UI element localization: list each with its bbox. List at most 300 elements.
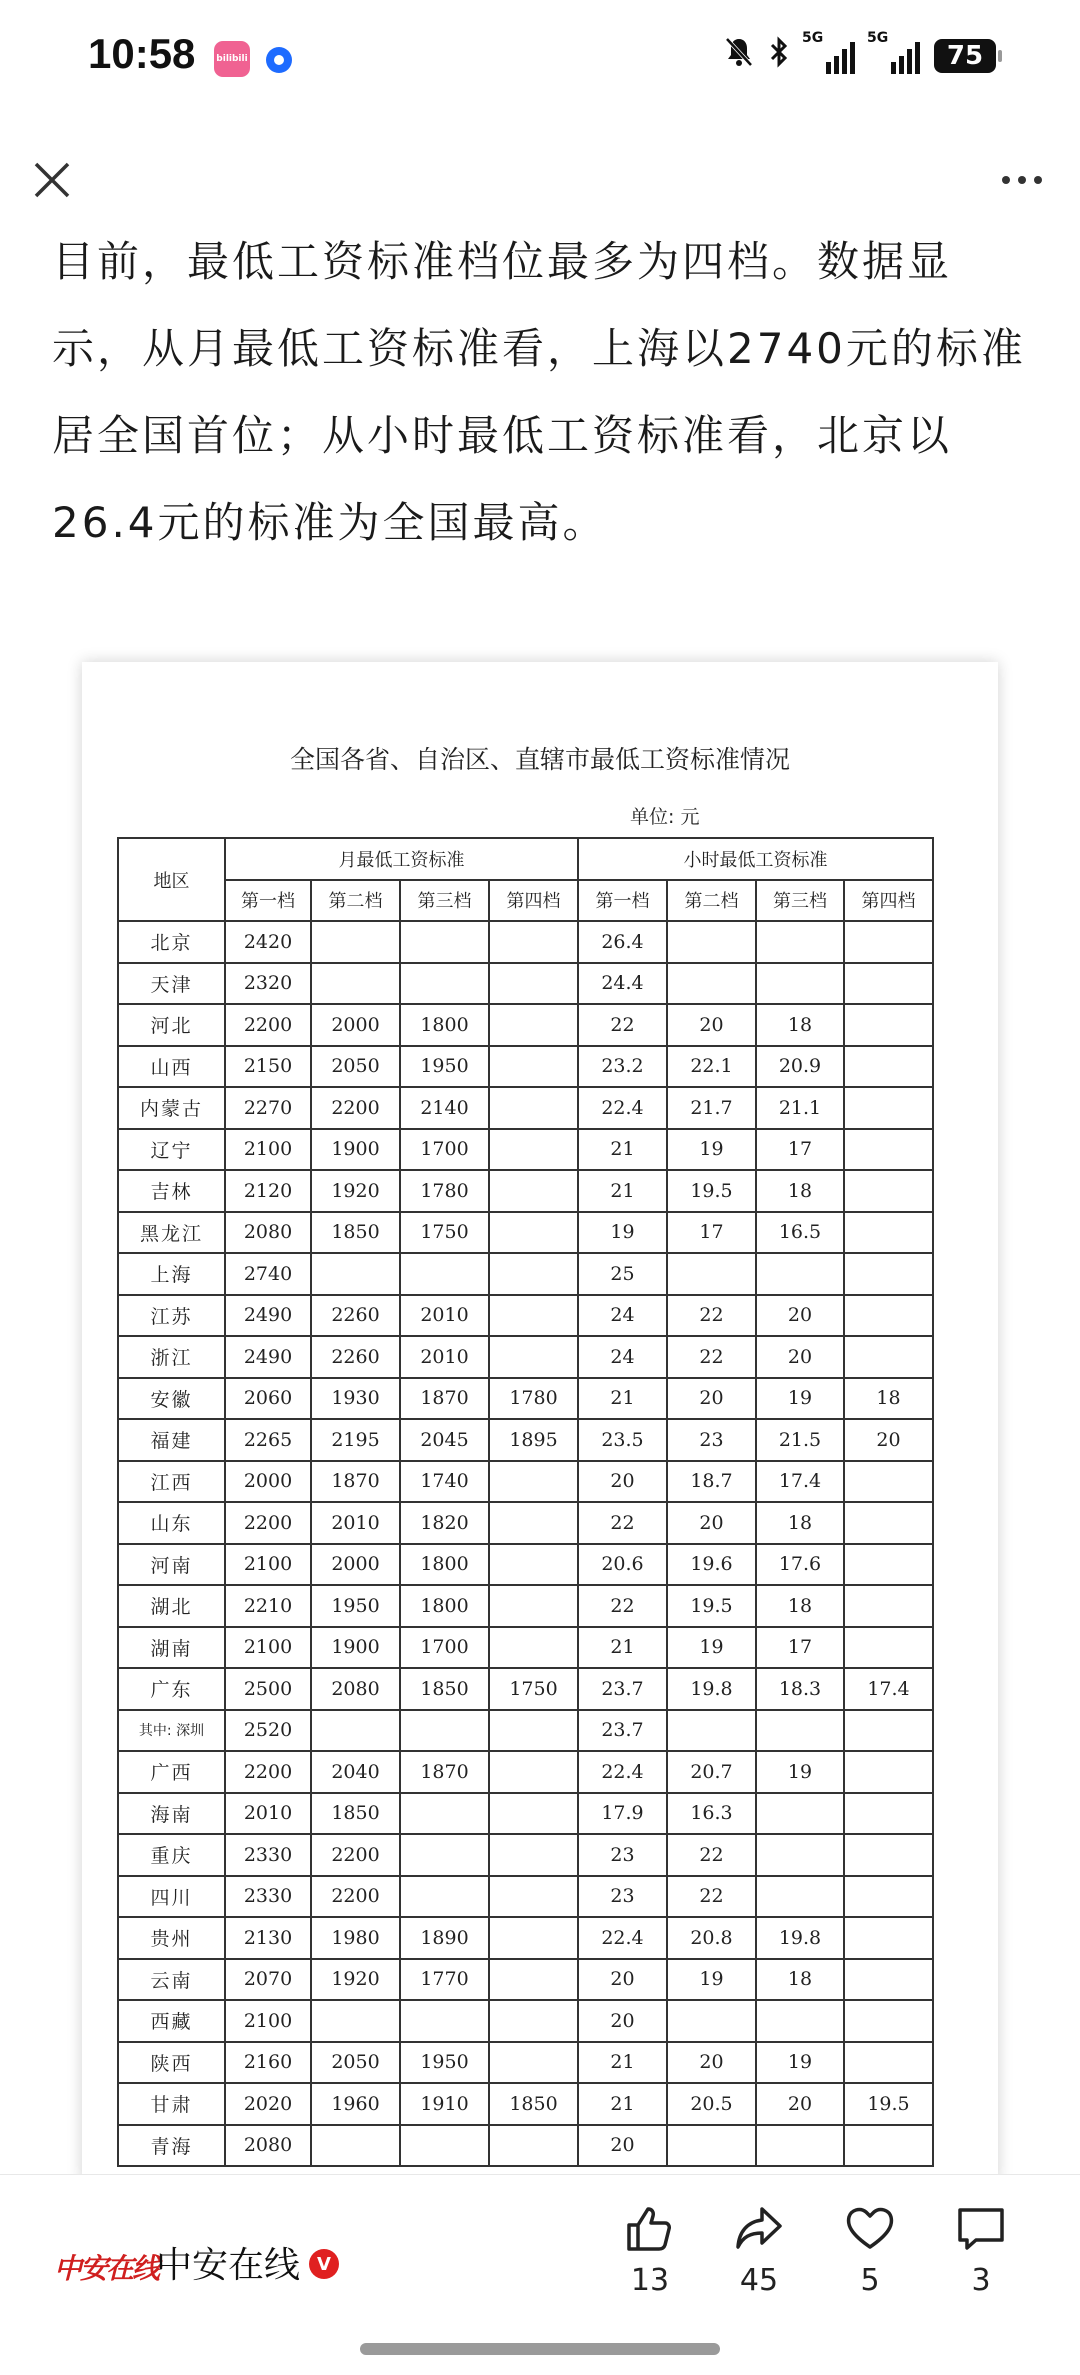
tier-header: 第一档 [578,880,667,922]
monthly-value-cell: 2080 [311,1668,400,1710]
hourly-value-cell [844,1751,933,1793]
monthly-value-cell: 1750 [489,1668,578,1710]
hourly-value-cell: 20.6 [578,1544,667,1586]
monthly-value-cell: 2195 [311,1419,400,1461]
hourly-value-cell: 17.4 [844,1668,933,1710]
thumbs-up-icon [623,2201,677,2255]
hourly-value-cell: 19 [756,2042,844,2084]
monthly-value-cell [489,1212,578,1254]
monthly-value-cell [489,1834,578,1876]
monthly-value-cell [489,2125,578,2167]
hourly-value-cell: 22 [667,1295,756,1337]
monthly-value-cell: 1900 [311,1129,400,1171]
monthly-value-cell [489,1253,578,1295]
region-cell: 北京 [118,921,225,963]
monthly-value-cell: 1780 [400,1170,489,1212]
monthly-value-cell [400,921,489,963]
hourly-value-cell: 20 [578,2125,667,2167]
monthly-value-cell: 1870 [400,1378,489,1420]
monthly-value-cell: 1800 [400,1544,489,1586]
table-row [118,1544,933,1586]
monthly-value-cell [400,1253,489,1295]
table-row [118,1876,933,1918]
monthly-value-cell: 2060 [225,1378,311,1420]
home-indicator[interactable] [360,2343,720,2355]
hourly-value-cell [756,1793,844,1835]
monthly-value-cell: 1870 [400,1751,489,1793]
monthly-value-cell [489,1502,578,1544]
table-row [118,2000,933,2042]
close-icon [32,160,72,200]
monthly-value-cell: 2520 [225,1710,311,1752]
table-row [118,1751,933,1793]
monthly-value-cell [489,1793,578,1835]
monthly-value-cell: 2010 [400,1295,489,1337]
tier-header: 第一档 [225,880,311,922]
table-row [118,1087,933,1129]
table-row [118,1627,933,1669]
wage-table [117,837,934,2167]
monthly-value-cell: 2100 [225,2000,311,2042]
monthly-value-cell: 1895 [489,1419,578,1461]
tier-header: 第二档 [311,880,400,922]
monthly-value-cell [400,1834,489,1876]
hourly-value-cell: 20 [578,2000,667,2042]
region-cell: 黑龙江 [118,1212,225,1254]
monthly-value-cell [489,921,578,963]
monthly-value-cell: 1700 [400,1627,489,1669]
table-row [118,1461,933,1503]
close-button[interactable] [22,150,82,210]
monthly-value-cell: 1700 [400,1129,489,1171]
source-name[interactable]: 中安在线 [156,2245,301,2286]
monthly-value-cell [489,963,578,1005]
tier-header: 第三档 [400,880,489,922]
monthly-value-cell: 1750 [400,1212,489,1254]
hourly-value-cell: 19 [667,1627,756,1669]
hourly-value-cell: 23.2 [578,1046,667,1088]
region-header: 地区 [118,838,225,921]
heart-icon [843,2201,897,2255]
hourly-value-cell [844,1004,933,1046]
hourly-value-cell: 21 [578,2083,667,2125]
monthly-value-cell: 2500 [225,1668,311,1710]
hourly-value-cell [756,963,844,1005]
hourly-value-cell [844,2125,933,2167]
hourly-value-cell: 22.4 [578,1751,667,1793]
hourly-value-cell: 20 [667,1004,756,1046]
hourly-value-cell [844,1336,933,1378]
table-row [118,1585,933,1627]
table-row [118,1253,933,1295]
hourly-value-cell: 22.4 [578,1917,667,1959]
monthly-value-cell: 1770 [400,1959,489,2001]
hourly-value-cell: 21.1 [756,1087,844,1129]
monthly-value-cell: 2050 [311,2042,400,2084]
region-cell: 吉林 [118,1170,225,1212]
monthly-value-cell [400,1793,489,1835]
hourly-value-cell [844,1461,933,1503]
hourly-value-cell: 22 [578,1585,667,1627]
favorite-button[interactable] [825,2201,915,2298]
region-cell: 天津 [118,963,225,1005]
hourly-value-cell: 17.4 [756,1461,844,1503]
hourly-value-cell: 23.7 [578,1668,667,1710]
hourly-value-cell: 20.7 [667,1751,756,1793]
table-row [118,1004,933,1046]
monthly-value-cell [489,1461,578,1503]
mute-bell-icon [724,36,754,76]
monthly-value-cell [489,1959,578,2001]
monthly-value-cell [311,1710,400,1752]
monthly-value-cell: 2200 [311,1834,400,1876]
region-cell: 河南 [118,1544,225,1586]
table-row [118,963,933,1005]
monthly-value-cell: 2100 [225,1627,311,1669]
hourly-value-cell: 21 [578,1129,667,1171]
region-cell: 西藏 [118,2000,225,2042]
hourly-value-cell: 23 [578,1834,667,1876]
monthly-value-cell: 2200 [225,1502,311,1544]
tier-header: 第三档 [756,880,844,922]
monthly-value-cell: 2045 [400,1419,489,1461]
region-cell: 云南 [118,1959,225,2001]
share-button[interactable] [714,2201,804,2298]
battery-icon: 75 [934,39,996,73]
hourly-value-cell [844,1959,933,2001]
monthly-value-cell: 2210 [225,1585,311,1627]
doc-title: 全国各省、自治区、直辖市最低工资标准情况 [289,745,790,774]
monthly-value-cell [400,963,489,1005]
notification-dot-icon [266,47,292,73]
hourly-value-cell: 24 [578,1295,667,1337]
hourly-value-cell: 18 [844,1378,933,1420]
monthly-value-cell: 2080 [225,1212,311,1254]
hourly-value-cell: 20 [756,2083,844,2125]
hourly-value-cell [667,963,756,1005]
hourly-value-cell [667,921,756,963]
table-row [118,1710,933,1752]
table-row [118,1336,933,1378]
monthly-value-cell: 1950 [311,1585,400,1627]
table-row [118,1668,933,1710]
hourly-value-cell: 19.5 [667,1170,756,1212]
table-row [118,1917,933,1959]
hourly-value-cell: 22 [667,1876,756,1918]
region-cell: 四川 [118,1876,225,1918]
monthly-value-cell: 2265 [225,1419,311,1461]
hourly-value-cell: 23.7 [578,1710,667,1752]
monthly-value-cell: 2020 [225,2083,311,2125]
hourly-value-cell: 19 [578,1212,667,1254]
hourly-value-cell [844,1295,933,1337]
more-icon [1002,176,1010,184]
region-cell: 上海 [118,1253,225,1295]
hourly-value-cell: 22.4 [578,1087,667,1129]
hourly-value-cell: 19.5 [844,2083,933,2125]
hourly-value-cell: 23 [667,1419,756,1461]
monthly-value-cell: 2200 [225,1751,311,1793]
hourly-value-cell: 16.5 [756,1212,844,1254]
monthly-value-cell: 1900 [311,1627,400,1669]
monthly-value-cell: 1920 [311,1170,400,1212]
share-count: 45 [739,2263,779,2298]
monthly-value-cell: 2130 [225,1917,311,1959]
hourly-value-cell [844,1710,933,1752]
region-cell: 辽宁 [118,1129,225,1171]
hourly-value-cell: 20 [844,1419,933,1461]
hourly-value-cell: 25 [578,1253,667,1295]
hourly-value-cell: 20 [667,1502,756,1544]
hourly-value-cell [844,1212,933,1254]
table-row [118,1419,933,1461]
monthly-value-cell: 2200 [311,1876,400,1918]
monthly-value-cell [489,1046,578,1088]
hourly-value-cell: 21 [578,1170,667,1212]
region-cell: 湖南 [118,1627,225,1669]
monthly-value-cell: 1850 [311,1212,400,1254]
monthly-value-cell: 2080 [225,2125,311,2167]
hourly-value-cell: 19 [667,1129,756,1171]
table-row [118,1046,933,1088]
verified-badge: V [309,2249,339,2279]
hourly-value-cell: 20.8 [667,1917,756,1959]
monthly-value-cell [400,1876,489,1918]
doc-unit: 单位: 元 [630,806,700,828]
monthly-value-cell [400,1710,489,1752]
article-body [52,218,1032,566]
hourly-value-cell: 20 [578,1461,667,1503]
monthly-value-cell: 2270 [225,1087,311,1129]
monthly-value-cell: 1800 [400,1004,489,1046]
hourly-value-cell: 19.6 [667,1544,756,1586]
favorite-count: 5 [860,2263,880,2298]
source-logo[interactable]: 中安在线 [54,2252,159,2285]
monthly-value-cell [489,1544,578,1586]
monthly-value-cell: 2010 [225,1793,311,1835]
hourly-value-cell [756,2000,844,2042]
hourly-value-cell: 19.8 [756,1917,844,1959]
monthly-value-cell: 2120 [225,1170,311,1212]
region-cell: 陕西 [118,2042,225,2084]
hourly-value-cell: 22 [667,1336,756,1378]
monthly-header: 月最低工资标准 [225,838,578,880]
hourly-value-cell [756,1876,844,1918]
region-cell: 福建 [118,1419,225,1461]
monthly-value-cell [311,1253,400,1295]
table-row [118,1129,933,1171]
monthly-value-cell: 2070 [225,1959,311,2001]
monthly-value-cell: 1850 [489,2083,578,2125]
region-cell: 甘肃 [118,2083,225,2125]
table-row [118,1378,933,1420]
hourly-value-cell: 22 [578,1004,667,1046]
region-cell: 湖北 [118,1585,225,1627]
monthly-value-cell: 1950 [400,2042,489,2084]
hourly-value-cell: 20 [667,2042,756,2084]
monthly-value-cell: 1820 [400,1502,489,1544]
hourly-value-cell [844,1087,933,1129]
monthly-value-cell: 2320 [225,963,311,1005]
table-row [118,921,933,963]
hourly-value-cell [844,1834,933,1876]
monthly-value-cell: 2000 [311,1004,400,1046]
region-cell: 安徽 [118,1378,225,1420]
region-cell: 山东 [118,1502,225,1544]
monthly-value-cell: 1930 [311,1378,400,1420]
monthly-value-cell [311,921,400,963]
hourly-value-cell: 20.9 [756,1046,844,1088]
hourly-value-cell [756,1253,844,1295]
hourly-value-cell: 18 [756,1502,844,1544]
hourly-value-cell: 21 [578,1627,667,1669]
hourly-value-cell: 19 [756,1378,844,1420]
hourly-value-cell: 22.1 [667,1046,756,1088]
hourly-value-cell: 17 [756,1627,844,1669]
monthly-value-cell [400,2000,489,2042]
hourly-value-cell [756,1834,844,1876]
share-icon [732,2201,786,2255]
monthly-value-cell: 1920 [311,1959,400,2001]
monthly-value-cell: 2740 [225,1253,311,1295]
hourly-value-cell: 20.5 [667,2083,756,2125]
hourly-value-cell [844,2000,933,2042]
hourly-value-cell: 17.9 [578,1793,667,1835]
region-cell: 内蒙古 [118,1087,225,1129]
tier-header: 第二档 [667,880,756,922]
region-cell: 重庆 [118,1834,225,1876]
monthly-value-cell [489,1585,578,1627]
region-cell: 江西 [118,1461,225,1503]
region-cell: 其中: 深圳 [118,1710,225,1752]
monthly-value-cell: 2330 [225,1876,311,1918]
monthly-value-cell: 1960 [311,2083,400,2125]
bluetooth-icon [768,36,790,76]
bilibili-app-icon: bilibili [214,41,250,77]
like-button[interactable] [605,2201,695,2298]
hourly-value-cell: 19.8 [667,1668,756,1710]
monthly-value-cell: 1870 [311,1461,400,1503]
monthly-value-cell [489,1627,578,1669]
monthly-value-cell: 1980 [311,1917,400,1959]
article-paragraph: 目前，最低工资标准档位最多为四档。数据显示，从月最低工资标准看，上海以2740元的标准居全国首位；从小时最低工资标准看，北京以26.4元的标准为全国最高。 [52,237,1026,547]
hourly-value-cell [667,2000,756,2042]
monthly-value-cell: 1910 [400,2083,489,2125]
hourly-value-cell [844,1793,933,1835]
monthly-value-cell: 2140 [400,1087,489,1129]
hourly-value-cell [844,1876,933,1918]
region-cell: 河北 [118,1004,225,1046]
monthly-value-cell: 2160 [225,2042,311,2084]
table-row [118,1170,933,1212]
hourly-value-cell: 23.5 [578,1419,667,1461]
hourly-value-cell: 24.4 [578,963,667,1005]
tier-header: 第四档 [844,880,933,922]
monthly-value-cell [489,1295,578,1337]
monthly-value-cell: 1850 [400,1668,489,1710]
hourly-value-cell: 20 [578,1959,667,2001]
monthly-value-cell: 1850 [311,1793,400,1835]
hourly-value-cell: 18 [756,1959,844,2001]
table-row [118,1502,933,1544]
hourly-value-cell [667,2125,756,2167]
hourly-value-cell: 19.5 [667,1585,756,1627]
hourly-value-cell [844,1627,933,1669]
region-cell: 海南 [118,1793,225,1835]
comment-button[interactable] [936,2201,1026,2298]
monthly-value-cell: 2150 [225,1046,311,1088]
hourly-value-cell [756,2125,844,2167]
hourly-value-cell: 20 [756,1295,844,1337]
region-cell: 浙江 [118,1336,225,1378]
monthly-value-cell: 2200 [225,1004,311,1046]
wage-table-image[interactable] [82,662,998,2182]
monthly-value-cell [489,2042,578,2084]
hourly-value-cell: 17 [667,1212,756,1254]
hourly-value-cell: 18 [756,1170,844,1212]
hourly-value-cell: 20 [667,1378,756,1420]
hourly-value-cell [844,1170,933,1212]
table-row [118,1212,933,1254]
region-cell: 江苏 [118,1295,225,1337]
hourly-value-cell [844,963,933,1005]
monthly-value-cell: 1740 [400,1461,489,1503]
hourly-value-cell [844,1502,933,1544]
monthly-value-cell: 2420 [225,921,311,963]
like-count: 13 [630,2263,670,2298]
table-row [118,1834,933,1876]
monthly-value-cell [489,1876,578,1918]
hourly-value-cell [844,1917,933,1959]
monthly-value-cell [489,1336,578,1378]
hourly-value-cell: 16.3 [667,1793,756,1835]
monthly-value-cell [311,2125,400,2167]
hourly-value-cell [844,1544,933,1586]
hourly-value-cell [844,921,933,963]
hourly-value-cell: 21.5 [756,1419,844,1461]
monthly-value-cell [311,963,400,1005]
signal-1-icon [802,30,855,74]
hourly-header: 小时最低工资标准 [578,838,933,880]
hourly-value-cell: 17 [756,1129,844,1171]
table-row [118,1959,933,2001]
monthly-value-cell: 2010 [311,1502,400,1544]
monthly-value-cell [489,1917,578,1959]
monthly-value-cell [311,2000,400,2042]
more-button[interactable] [992,150,1052,210]
hourly-value-cell: 21 [578,2042,667,2084]
region-cell: 广西 [118,1751,225,1793]
monthly-value-cell [400,2125,489,2167]
monthly-value-cell: 1780 [489,1378,578,1420]
monthly-value-cell: 2040 [311,1751,400,1793]
monthly-value-cell: 2200 [311,1087,400,1129]
monthly-value-cell: 1800 [400,1585,489,1627]
hourly-value-cell: 23 [578,1876,667,1918]
monthly-value-cell: 2000 [225,1461,311,1503]
hourly-value-cell: 19 [756,1751,844,1793]
status-bar [0,0,1080,120]
hourly-value-cell [667,1710,756,1752]
table-row [118,2042,933,2084]
hourly-value-cell: 18 [756,1585,844,1627]
region-cell: 广东 [118,1668,225,1710]
hourly-value-cell: 17.6 [756,1544,844,1586]
hourly-value-cell [844,1129,933,1171]
region-cell: 青海 [118,2125,225,2167]
monthly-value-cell: 2050 [311,1046,400,1088]
table-row [118,2083,933,2125]
